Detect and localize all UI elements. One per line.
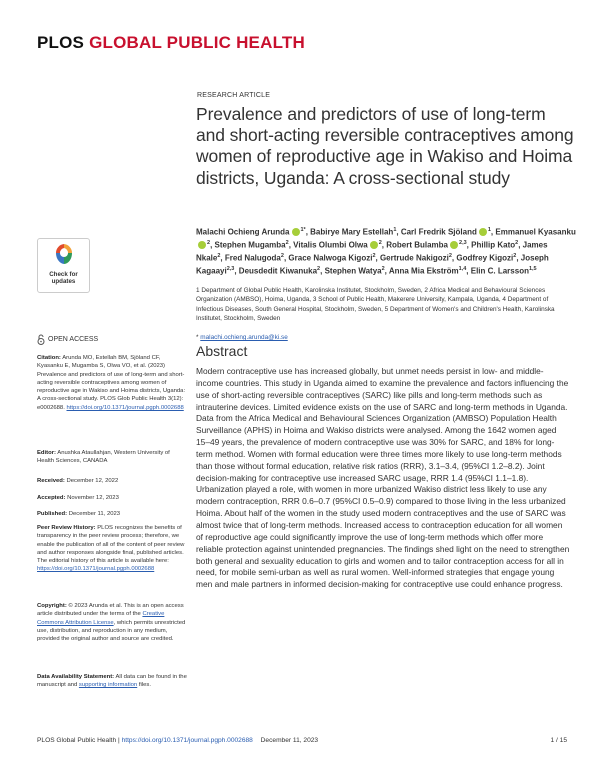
author-name: Anna Mia Ekström (388, 266, 459, 276)
accepted-block (37, 494, 187, 502)
orcid-icon[interactable] (292, 228, 300, 236)
editor-block (37, 449, 187, 466)
author-name: Robert Bulamba (386, 240, 449, 250)
data-availability-text: All data can be found in the manuscript and (37, 674, 187, 689)
accepted-label: Accepted: (37, 495, 66, 501)
footer-doi-link[interactable]: https://doi.org/10.1371/journal.pgph.0002688 (121, 737, 253, 744)
author-list: Malachi Ochieng Arunda $^{1*}$, Babirye Mary Estellah$^1$, Carl Fredrik Sjöland $^1$, Emmanuel Kyasanku$^2$, Stephen Mugamba$^2$, Vitalis Olumbi Olwa $^2$, Robert Bulamba $^{2,3}$, Phillip Kato$^2$, James Nkale$^2$, Fred Nalugoda$^2$, Grace Nalwoga Kigozi$^2$, Gertrude Nakigozi$^2$, Godfrey Kigozi$^2$, Joseph Kagaayi$^{2,3}$, Deusdedit Kiwanuka$^2$, Stephen Watya$^2$, Anna Mia Ekström$^{1,4}$, Elin C. Larsson$^{1,5}$ (196, 227, 576, 276)
accepted-date: November 12, 2023 (67, 495, 119, 501)
published-label: Published: (37, 511, 68, 517)
journal-header (37, 33, 305, 53)
author-name: Joseph Kagaayi (196, 253, 549, 276)
corresponding-author (196, 334, 288, 341)
peer-review-block (37, 524, 187, 574)
received-date: December 12, 2022 (66, 478, 119, 484)
author-affiliation-sup: 2 (317, 265, 321, 272)
peer-review-label: Peer Review History: (37, 525, 96, 531)
author-affiliation-sup: 1* (300, 227, 306, 233)
article-title: Prevalence and predictors of use of long-term and short-acting reversible contraceptives among women of reproductive age in Wakiso and Hoima districts, Uganda: A cross-sectional study (196, 104, 574, 188)
author-name: Fred Nalugoda (224, 253, 281, 263)
author-name: Gertrude Nakigozi (379, 253, 449, 263)
open-lock-icon (37, 334, 45, 345)
author-affiliation-sup: 2 (515, 239, 519, 246)
copyright-label: Copyright: (37, 603, 67, 609)
author-name: Godfrey Kigozi (456, 253, 514, 263)
data-availability-block (37, 673, 187, 690)
author-affiliation-sup: 1,5 (528, 265, 537, 272)
footer-date: December 11, 2023 (260, 737, 319, 744)
author-affiliation-sup: 2 (381, 265, 385, 272)
peer-review-link[interactable]: https://doi.org/10.1371/journal.pgph.0002688 (37, 566, 155, 573)
check-for-updates-badge[interactable] (37, 238, 90, 293)
author-name: Elin C. Larsson (470, 266, 529, 276)
orcid-icon[interactable] (450, 241, 458, 249)
author-affiliation-sup: 2 (285, 239, 289, 246)
supporting-info-link[interactable]: supporting information (78, 682, 138, 689)
check-updates-icon (54, 243, 74, 265)
author-affiliation-sup: 2 (448, 252, 452, 259)
copyright-text-end: , which permits unrestricted use, distribution, and reproduction in any medium, provided the original author and source are credited. (37, 619, 186, 643)
orcid-icon[interactable] (479, 228, 487, 236)
published-date: December 11, 2023 (68, 511, 121, 517)
author-affiliation-sup: 2 (372, 252, 376, 259)
author-name: Malachi Ochieng Arunda (196, 227, 290, 237)
license-link[interactable]: Creative Commons Attribution License (37, 611, 165, 626)
author-affiliation-sup: 2 (513, 252, 517, 259)
corresponding-mark: * (196, 334, 199, 341)
author-name: Phillip Kato (471, 240, 516, 250)
footer-separator: | (118, 737, 120, 744)
author-affiliation-sup: 2,3 (459, 239, 467, 246)
author-name: Emmanuel Kyasanku (495, 227, 576, 237)
open-access-label: OPEN ACCESS (48, 336, 99, 343)
author-affiliation-sup: 2 (207, 239, 211, 246)
page-footer (37, 737, 567, 744)
footer-left (37, 737, 318, 744)
author-name: Stephen Mugamba (214, 240, 286, 250)
badge-line1: Check for (49, 271, 78, 278)
author-affiliation-sup: 2,3 (226, 265, 235, 272)
journal-plos: PLOS (37, 33, 85, 52)
author-name: Vitalis Olumbi Olwa (293, 240, 368, 250)
journal-name: GLOBAL PUBLIC HEALTH (89, 33, 305, 52)
abstract-heading: Abstract (196, 343, 248, 359)
data-availability-label: Data Availability Statement: (37, 674, 115, 680)
editor-label: Editor: (37, 450, 56, 456)
author-affiliation-sup: 2 (378, 239, 382, 246)
author-affiliation-sup: 1 (487, 227, 491, 233)
received-label: Received: (37, 478, 65, 484)
published-block (37, 510, 187, 518)
author-affiliation-sup: 2 (217, 252, 221, 259)
citation-text: Arunda MO, Estellah BM, Sjöland CF, Kyasanku E, Mugamba S, Olwa VO, et al. (2023) Prevalence and predictors of use of long-term and short-acting reversible contraceptives among women of reproductive age in Wakiso and Hoima districts, Uganda: A cross-sectional study. PLOS Glob Public Health 3(12): e0002688. (37, 355, 186, 411)
author-name: Babirye Mary Estellah (310, 227, 394, 237)
author-name: Carl Fredrik Sjöland (400, 227, 477, 237)
author-name: Stephen Watya (324, 266, 382, 276)
copyright-block (37, 602, 187, 643)
citation-doi-link[interactable]: https://doi.org/10.1371/journal.pgph.0002688 (66, 404, 184, 411)
author-affiliation-sup: 2 (280, 252, 284, 259)
copyright-text: © 2023 Arunda et al. This is an open access article distributed under the terms of the (37, 603, 184, 618)
citation-label: Citation: (37, 355, 61, 361)
page-number: 1 / 15 (550, 737, 567, 744)
citation-block (37, 354, 187, 412)
badge-line2: updates (51, 278, 76, 285)
author-affiliation-sup: 1 (393, 227, 397, 233)
footer-journal: PLOS Global Public Health (37, 737, 117, 744)
received-block (37, 477, 187, 485)
article-type: RESEARCH ARTICLE (197, 92, 271, 99)
orcid-icon[interactable] (198, 241, 206, 249)
abstract-text: Modern contraceptive use has increased globally, but unmet needs persist in low- and middle-income countries. This study in Uganda aimed to examine the prevalence and factors influencing the use of short-acting reversible contraceptives (SARC) like pills and long-term methods such as intrauterine devices. Limited evidence exists on the use of SARC and long-term methods in Uganda. Data from the Africa Medical and Behavioural Sciences Organization (AMBSO) Population Health Surveillance (APHS) in Hoima and Wakiso districts were analysed. Among the 1642 women aged 15–49 years, the prevalence of modern contraceptive use was 30% for SARC, and 18% for long-term method. Women with formal education were three times more likely to use long-term methods than those without formal education, relative risk ratios (RRR), 3.1–3.4, (95%CI 1.2–8.2). Joint decision-making for contraceptive use increased SARC usage, RRR 1.4 (95%CI 1.1–1.8). Urbanization played a role, with women in more urbanized Wakiso district less likely to use any modern contraception, RRR 0.6–0.7 (95%CI 0.5–0.9) compared to those living in the less urbanized Hoima. About half of the women in the study used modern contraceptives and the use of SARC was almost twice that of long-term methods. Increased access to contraception education for all women of reproductive age could significantly improve the use of long-term methods which offer more reliable protection against unintended pregnancies. The findings shed light on the need to strengthen both general and sexuality education to girls and women and to tailor contraception access for all in need, for mobile semi-urban as well as rural women. Well-informed strategies that engage young men and male partners in informed decision-making for contraceptive use could enhance progress. (196, 366, 570, 590)
peer-review-text: PLOS recognizes the benefits of transparency in the peer review process; therefore, we enable the publication of all of the content of peer review and author responses alongside final, published articles. The editorial history of this article is available here: (37, 525, 185, 565)
author-name: Deusdedit Kiwanuka (238, 266, 318, 276)
orcid-icon[interactable] (370, 241, 378, 249)
corresponding-email-link[interactable]: malachi.ochieng.arunda@ki.se (200, 334, 288, 341)
author-affiliation-sup: 1,4 (458, 265, 467, 272)
open-access (37, 334, 98, 345)
editor-text: Anushka Ataullahjan, Western University of Health Sciences, CANADA (37, 450, 170, 465)
author-name: Grace Nalwoga Kigozi (288, 253, 373, 263)
data-availability-end: files. (138, 682, 151, 689)
author-name: James Nkale (196, 240, 548, 263)
affiliations: 1 Department of Global Public Health, Karolinska Institutet, Stockholm, Sweden, 2 Africa Medical and Behavioural Sciences Organization (AMBSO), Hoima, Uganda, 3 School of Public Health, Makerere University, Kampala, Uganda, 4 Department of Infectious Diseases, South General Hospital, Stockholm, Sweden, 5 Department of Women's and Children's Health, Karolinska Institutet, Stockholm, Sweden (196, 287, 555, 322)
